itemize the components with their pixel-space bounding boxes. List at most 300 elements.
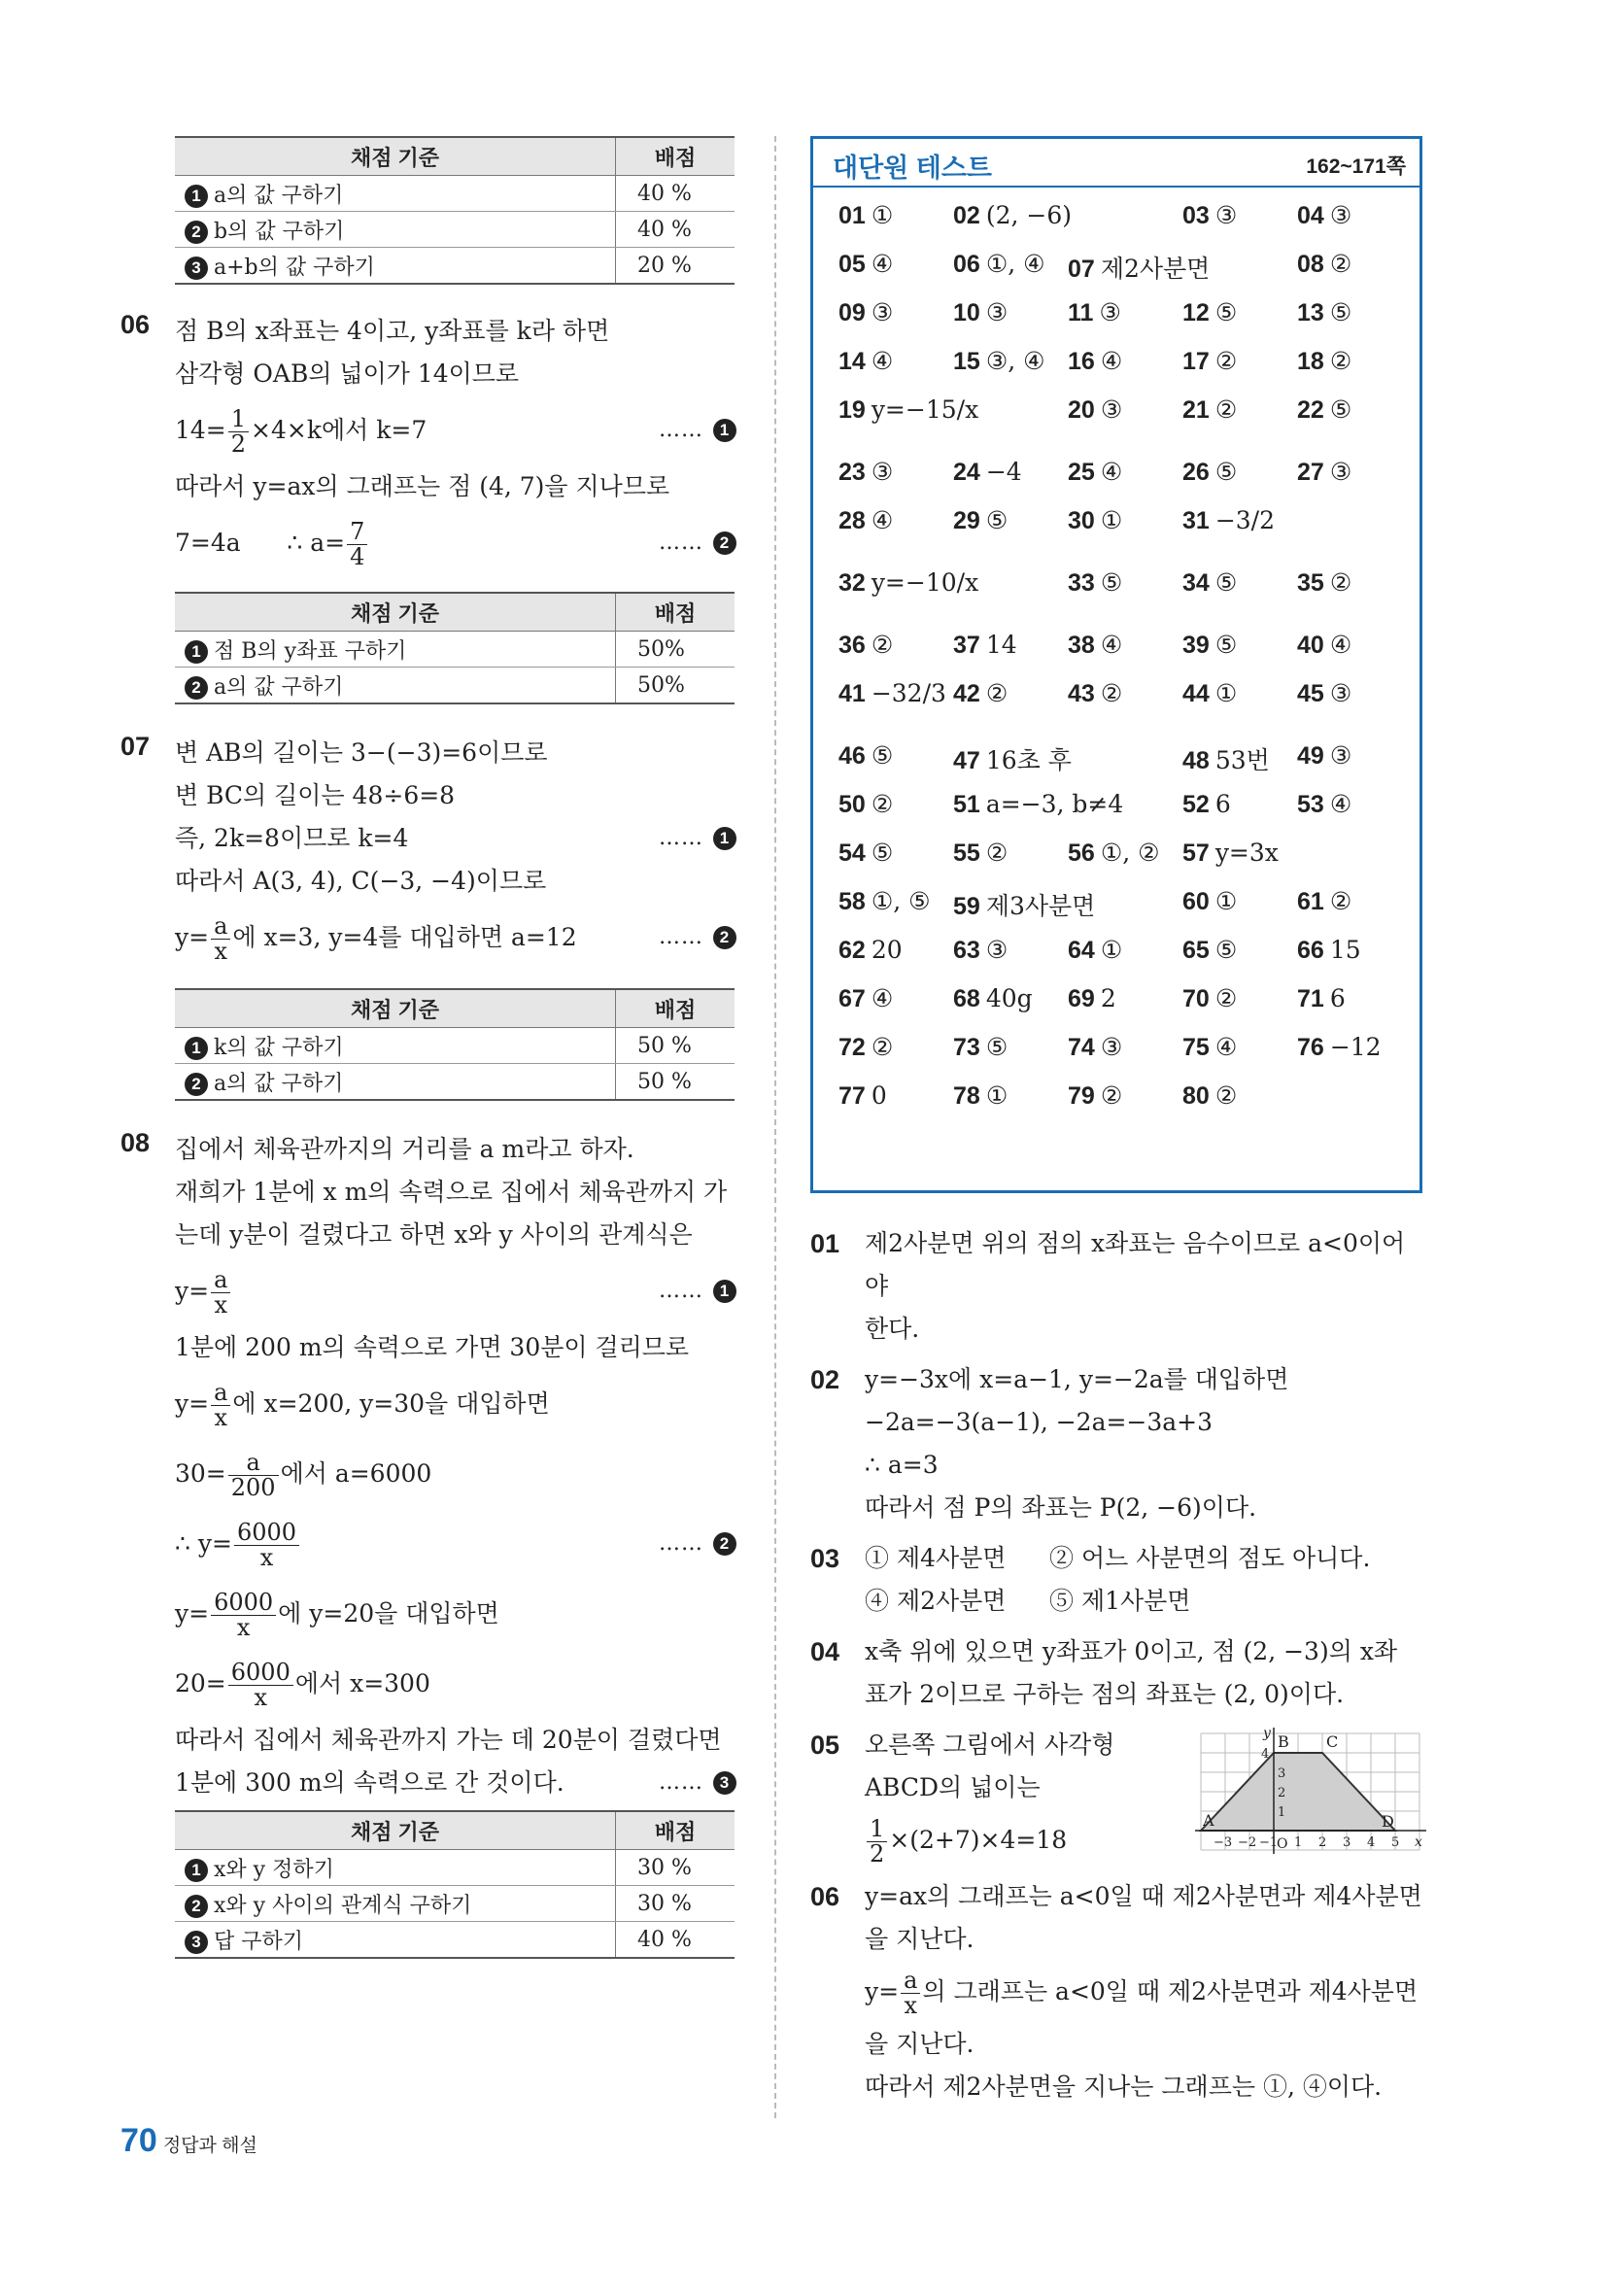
answer-item: 76 −12 [1297, 1033, 1382, 1061]
scoring-table-07 [175, 988, 735, 1101]
table-header-criterion: 채점 기준 [175, 137, 616, 176]
step-marker [659, 1762, 742, 1804]
answer-item: 01 ① [838, 201, 894, 229]
step-marker [659, 508, 742, 578]
solution-01 [810, 1222, 1428, 1351]
solution-02 [810, 1358, 1428, 1529]
answer-item: 28 ④ [838, 506, 894, 534]
answer-item: 72 ② [838, 1033, 894, 1061]
answer-item: 23 ③ [838, 458, 894, 486]
text-line: 집에서 체육관까지의 거리를 a m라고 하자. [175, 1135, 634, 1163]
eq-part: 에 x=200, y=30을 대입하면 [232, 1389, 550, 1418]
text-line: y=ax의 그래프는 a<0일 때 제2사분면과 제4사분면 [865, 1882, 1422, 1910]
table-header-criterion: 채점 기준 [175, 593, 616, 632]
label-b: B [1278, 1732, 1289, 1751]
answer-item: 36 ② [838, 631, 894, 659]
step-number: 1 [713, 827, 736, 850]
text-line: 변 AB의 길이는 3−(−3)=6이므로 [175, 738, 548, 767]
problem-number: 08 [120, 1128, 151, 1157]
table-row [175, 176, 735, 212]
answer-row [838, 839, 1412, 887]
answer-row [838, 741, 1412, 790]
numerator: 1 [228, 407, 249, 432]
text-line: 는데 y분이 걸렸다고 하면 x와 y 사이의 관계식은 [175, 1220, 693, 1249]
denominator: x [236, 1614, 251, 1641]
answer-item: 55 ② [953, 839, 1009, 867]
answer-item: 15 ③, ④ [953, 347, 1045, 375]
problem-number: 07 [120, 732, 151, 761]
eq-part: 1분에 300 m의 속력으로 간 것이다. [175, 1768, 564, 1797]
numerator: a [901, 1969, 920, 1994]
trapezoid-graph [1195, 1724, 1428, 1860]
answer-item: 34 ⑤ [1182, 568, 1238, 597]
answer-item: 51 a=−3, b≠4 [953, 790, 1124, 818]
numerator: 6000 [234, 1521, 299, 1546]
step-marker [659, 1256, 742, 1326]
text-line: 따라서 집에서 체육관까지 가는 데 20분이 걸렸다면 [175, 1726, 722, 1754]
answer-item: 31 −3/2 [1182, 506, 1275, 534]
label-x: x [1415, 1834, 1422, 1850]
step-number: 2 [713, 926, 736, 949]
criterion-text: k의 값 구하기 [214, 1035, 344, 1060]
answer-item: 11 ③ [1068, 298, 1121, 326]
step-number: 2 [185, 1895, 208, 1918]
answer-item: 29 ⑤ [953, 506, 1009, 534]
answer-item: 40 ④ [1297, 631, 1352, 659]
step-number: 3 [713, 1771, 736, 1795]
score-cell: 40 % [616, 176, 735, 212]
step-number: 2 [713, 1532, 736, 1556]
answer-item: 37 14 [953, 631, 1017, 659]
fraction [228, 1658, 293, 1711]
choice: ⑤ 제1사분면 [1049, 1587, 1191, 1615]
criterion-text: 답 구하기 [214, 1929, 304, 1954]
text-line: −2a=−3(a−1), −2a=−3a+3 [865, 1408, 1214, 1436]
fraction [211, 1265, 230, 1319]
text-line: 재희가 1분에 x m의 속력으로 집에서 체육관까지 가 [175, 1178, 728, 1206]
problem-number: 06 [120, 310, 151, 339]
answer-row [838, 458, 1412, 506]
scoring-table-08 [175, 1810, 735, 1959]
criterion-text: a+b의 값 구하기 [214, 255, 375, 280]
eq-part: 20= [175, 1669, 226, 1697]
numerator: a [211, 1381, 230, 1406]
answer-item: 49 ③ [1297, 741, 1352, 770]
answer-item: 58 ①, ⑤ [838, 887, 931, 915]
column-divider [774, 136, 776, 2118]
dots: …… [659, 1531, 703, 1556]
equation-line [175, 1579, 742, 1649]
problem-number: 05 [810, 1731, 840, 1760]
label-a: A [1203, 1811, 1214, 1830]
denominator: x [214, 938, 227, 965]
criterion-text: x와 y 정하기 [214, 1857, 334, 1882]
numerator: 6000 [228, 1661, 293, 1686]
answer-item: 20 ③ [1068, 395, 1123, 424]
equation-line [175, 1369, 742, 1439]
step-number: 1 [713, 419, 736, 442]
text-line: 오른쪽 그림에서 사각형 [865, 1731, 1115, 1759]
denominator: 2 [230, 430, 247, 458]
eq-part: 에 x=3, y=4를 대입하면 a=12 [232, 923, 577, 951]
text-line: ∴ a=3 [865, 1451, 939, 1479]
table-header-score: 배점 [616, 593, 735, 632]
text-line [175, 1762, 742, 1804]
answer-row [838, 631, 1412, 679]
text-line: 을 지난다. [865, 1925, 974, 1953]
x-tick-label: 3 [1343, 1835, 1351, 1850]
eq-part: y= [175, 1389, 210, 1418]
answer-grid [838, 201, 1412, 1130]
footer [120, 2122, 257, 2160]
solution-05 [810, 1724, 1428, 1869]
eq-part: 에 y=20을 대입하면 [278, 1599, 499, 1628]
eq-part: y= [175, 1599, 210, 1628]
answer-item: 71 6 [1297, 984, 1346, 1012]
answer-item: 44 ① [1182, 679, 1238, 707]
text-line: 을 지난다. [865, 2030, 974, 2058]
criterion-text: a의 값 구하기 [214, 183, 344, 208]
x-tick-label: 5 [1391, 1835, 1400, 1850]
answer-item: 08 ② [1297, 250, 1352, 278]
problem-number: 03 [810, 1544, 840, 1573]
table-header-criterion: 채점 기준 [175, 1811, 616, 1850]
denominator: x [254, 1684, 268, 1711]
answer-row [838, 679, 1412, 741]
dots: …… [659, 925, 703, 949]
step-number: 1 [185, 185, 208, 208]
answer-box-pages: 162~171쪽 [1306, 155, 1406, 178]
fraction [228, 1448, 279, 1501]
answer-item: 62 20 [838, 936, 903, 964]
step-number: 1 [185, 1859, 208, 1882]
eq-part: 의 그래프는 a<0일 때 제2사분면과 제4사분면 [922, 1977, 1419, 2005]
fraction [234, 1518, 299, 1571]
criterion-text: 점 B의 y좌표 구하기 [214, 638, 407, 664]
answer-item: 80 ② [1182, 1081, 1238, 1110]
answer-item: 75 ④ [1182, 1033, 1238, 1061]
answer-item: 70 ② [1182, 984, 1238, 1012]
x-tick-label: 4 [1367, 1835, 1376, 1850]
numerator: a [211, 1268, 230, 1293]
answer-item: 35 ② [1297, 568, 1352, 597]
fraction [901, 1966, 920, 2019]
left-column [120, 136, 742, 1959]
answer-item: 45 ③ [1297, 679, 1352, 707]
y-tick-label: 3 [1278, 1766, 1286, 1781]
table-row [175, 1028, 735, 1064]
text-line: 따라서 제2사분면을 지나는 그래프는 ①, ④이다. [865, 2073, 1383, 2101]
numerator: 7 [347, 520, 367, 545]
answer-item: 41 −32/3 [838, 679, 946, 707]
problem-number: 01 [810, 1229, 840, 1258]
answer-row [838, 201, 1412, 250]
step-number: 1 [185, 640, 208, 664]
fraction [211, 1378, 230, 1431]
y-tick-label: 1 [1278, 1805, 1286, 1820]
numerator: 6000 [211, 1591, 276, 1616]
equation-line [865, 1961, 1428, 2023]
answer-item: 59 제3사분면 [953, 892, 1096, 920]
denominator: x [214, 1404, 227, 1431]
answer-box [810, 136, 1422, 1193]
score-cell: 50% [616, 632, 735, 668]
numerator: a [228, 1451, 279, 1476]
text-line: 한다. [865, 1315, 920, 1343]
score-cell: 20 % [616, 248, 735, 285]
equation-line [175, 1256, 742, 1326]
table-row [175, 248, 735, 285]
criterion-text: b의 값 구하기 [214, 219, 345, 244]
answer-item: 78 ① [953, 1081, 1009, 1110]
text-line [865, 1537, 1428, 1580]
denominator: 200 [230, 1474, 276, 1501]
answer-item: 38 ④ [1068, 631, 1123, 659]
text-line: 점 B의 x좌표는 4이고, y좌표를 k라 하면 [175, 317, 610, 345]
denominator: x [904, 1992, 917, 2019]
x-tick-label: 1 [1294, 1835, 1303, 1850]
denominator: x [214, 1291, 227, 1319]
step-number: 3 [185, 257, 208, 280]
text-line: 따라서 y=ax의 그래프는 점 (4, 7)을 지나므로 [175, 472, 670, 500]
fraction [211, 911, 230, 965]
answer-row [838, 887, 1412, 936]
answer-item: 53 ④ [1297, 790, 1352, 818]
answer-row [838, 1033, 1412, 1081]
answer-item: 07 제2사분면 [1068, 255, 1211, 283]
score-cell: 40 % [616, 1922, 735, 1959]
answer-item: 30 ① [1068, 506, 1123, 534]
equation-line [175, 903, 742, 973]
eq-part: y= [175, 1277, 210, 1305]
answer-row [838, 568, 1412, 631]
answer-item: 69 2 [1068, 984, 1116, 1012]
x-tick-label: −2 [1238, 1835, 1257, 1850]
scoring-table-06 [175, 592, 735, 704]
problem-07 [120, 732, 742, 1101]
x-tick-label: 2 [1318, 1835, 1327, 1850]
answer-item: 04 ③ [1297, 201, 1352, 229]
answer-row [838, 1081, 1412, 1130]
text-line: x축 위에 있으면 y좌표가 0이고, 점 (2, −3)의 x좌 [865, 1637, 1398, 1665]
dots: …… [659, 531, 703, 555]
label-c: C [1326, 1732, 1339, 1751]
answer-item: 26 ⑤ [1182, 458, 1238, 486]
footer-label: 정답과 해설 [162, 2136, 257, 2156]
answer-item: 46 ⑤ [838, 741, 894, 770]
choice: ② 어느 사분면의 점도 아니다. [1049, 1544, 1371, 1572]
answer-item: 57 y=3x [1182, 839, 1279, 867]
solution-04 [810, 1630, 1428, 1716]
text-line: 표가 2이므로 구하는 점의 좌표는 (2, 0)이다. [865, 1680, 1345, 1708]
solution-03 [810, 1537, 1428, 1623]
scoring-table-05 [175, 136, 735, 285]
dots: …… [659, 418, 703, 442]
table-row [175, 1922, 735, 1959]
answer-box-header [813, 139, 1419, 188]
answer-item: 19 y=−15/x [838, 395, 979, 424]
numerator: a [211, 914, 230, 940]
answer-item: 60 ① [1182, 887, 1238, 915]
equation-line [175, 395, 742, 465]
answer-item: 24 −4 [953, 458, 1022, 486]
eq-part: 에서 a=6000 [280, 1459, 432, 1488]
answer-item: 02 (2, −6) [953, 201, 1072, 229]
denominator: 2 [870, 1840, 885, 1868]
right-column [810, 136, 1428, 2108]
answer-row [838, 395, 1412, 458]
problem-number: 06 [810, 1882, 840, 1911]
problem-06 [120, 310, 742, 704]
step-number: 1 [185, 1037, 208, 1060]
eq-part: 에서 x=300 [294, 1669, 430, 1697]
answer-row [838, 984, 1412, 1033]
answer-item: 48 53번 [1182, 746, 1270, 774]
answer-box-title: 대단원 테스트 [833, 154, 992, 183]
answer-item: 42 ② [953, 679, 1009, 707]
answer-item: 43 ② [1068, 679, 1123, 707]
answer-item: 25 ④ [1068, 458, 1123, 486]
answer-item: 65 ⑤ [1182, 936, 1238, 964]
step-number: 2 [185, 1073, 208, 1096]
text-line [175, 817, 742, 860]
eq-part: 즉, 2k=8이므로 k=4 [175, 824, 409, 852]
answer-item: 18 ② [1297, 347, 1352, 375]
answer-item: 32 y=−10/x [838, 568, 979, 597]
score-cell: 30 % [616, 1850, 735, 1886]
table-row [175, 212, 735, 248]
equation-line [175, 508, 742, 578]
text-line [865, 1580, 1428, 1623]
text-line: 제2사분면 위의 점의 x좌표는 음수이므로 a<0이어야 [865, 1229, 1406, 1300]
table-row [175, 1064, 735, 1101]
step-marker [659, 1509, 742, 1579]
score-cell: 50% [616, 668, 735, 704]
label-y: y [1263, 1726, 1271, 1741]
answer-item: 13 ⑤ [1297, 298, 1352, 326]
equation-line [175, 1649, 742, 1719]
x-tick-label: −3 [1214, 1835, 1233, 1850]
eq-part: y= [175, 923, 210, 951]
answer-item: 09 ③ [838, 298, 894, 326]
answer-row [838, 790, 1412, 839]
criterion-text: a의 값 구하기 [214, 674, 344, 700]
answer-item: 61 ② [1297, 887, 1352, 915]
text-line: 변 BC의 길이는 48÷6=8 [175, 781, 456, 809]
answer-item: 12 ⑤ [1182, 298, 1238, 326]
eq-part: ∴ y= [175, 1529, 232, 1558]
table-row [175, 632, 735, 668]
answer-item: 52 6 [1182, 790, 1231, 818]
step-number: 2 [185, 221, 208, 244]
answer-item: 05 ④ [838, 250, 894, 278]
answer-item: 10 ③ [953, 298, 1009, 326]
eq-part: 30= [175, 1459, 226, 1488]
solutions [810, 1222, 1428, 2108]
answer-item: 17 ② [1182, 347, 1238, 375]
table-row [175, 1886, 735, 1922]
fraction [867, 1814, 887, 1868]
answer-item: 27 ③ [1297, 458, 1352, 486]
table-header-criterion: 채점 기준 [175, 989, 616, 1028]
y-tick-label: 4 [1261, 1747, 1270, 1762]
text-line: 1분에 200 m의 속력으로 가면 30분이 걸리므로 [175, 1333, 690, 1361]
criterion-text: a의 값 구하기 [214, 1071, 344, 1096]
answer-item: 14 ④ [838, 347, 894, 375]
text-line: y=−3x에 x=a−1, y=−2a를 대입하면 [865, 1365, 1289, 1393]
y-tick-label: 2 [1278, 1786, 1286, 1800]
text-line: 삼각형 OAB의 넓이가 14이므로 [175, 360, 520, 388]
answer-item: 06 ①, ④ [953, 250, 1045, 278]
solution-06 [810, 1875, 1428, 2108]
eq-part: y= [865, 1977, 900, 2005]
answer-item: 16 ④ [1068, 347, 1123, 375]
denominator: x [259, 1544, 274, 1571]
answer-item: 63 ③ [953, 936, 1009, 964]
equation-line [175, 1509, 742, 1579]
answer-item: 77 0 [838, 1081, 887, 1110]
choice: ④ 제2사분면 [865, 1587, 1007, 1615]
answer-row [838, 936, 1412, 984]
problem-number: 04 [810, 1637, 840, 1666]
answer-item: 74 ③ [1068, 1033, 1123, 1061]
answer-item: 56 ①, ② [1068, 839, 1160, 867]
answer-item: 22 ⑤ [1297, 395, 1352, 424]
eq-part: 14= [175, 416, 226, 444]
score-cell: 50 % [616, 1064, 735, 1101]
fraction [211, 1588, 276, 1641]
fraction [228, 404, 249, 458]
answer-item: 64 ① [1068, 936, 1123, 964]
eq-part: ×4×k에서 k=7 [251, 416, 427, 444]
answer-item: 47 16초 후 [953, 746, 1072, 774]
dots: …… [659, 1770, 703, 1795]
x-tick-label: −1 [1259, 1835, 1279, 1850]
step-marker [659, 903, 742, 973]
score-cell: 50 % [616, 1028, 735, 1064]
criterion-text: x와 y 사이의 관계식 구하기 [214, 1893, 472, 1918]
eq-part: ×(2+7)×4=18 [889, 1826, 1068, 1854]
table-header-score: 배점 [616, 989, 735, 1028]
text-line: ABCD의 넓이는 [865, 1773, 1041, 1801]
dots: …… [659, 826, 703, 850]
answer-row [838, 506, 1412, 568]
score-cell: 30 % [616, 1886, 735, 1922]
answer-item: 39 ⑤ [1182, 631, 1238, 659]
score-cell: 40 % [616, 212, 735, 248]
table-header-score: 배점 [616, 137, 735, 176]
table-row [175, 668, 735, 704]
equation-line [175, 1439, 742, 1509]
choice: ① 제4사분면 [865, 1544, 1007, 1572]
answer-row [838, 347, 1412, 395]
text-line: 따라서 A(3, 4), C(−3, −4)이므로 [175, 867, 547, 895]
step-marker [659, 395, 742, 465]
answer-item: 68 40g [953, 984, 1033, 1012]
answer-item: 73 ⑤ [953, 1033, 1009, 1061]
problem-number: 02 [810, 1365, 840, 1394]
eq-part: 7=4a ∴ a= [175, 529, 346, 557]
answer-item: 79 ② [1068, 1081, 1123, 1110]
step-number: 1 [713, 1280, 736, 1303]
denominator: 4 [350, 543, 365, 570]
answer-item: 67 ④ [838, 984, 894, 1012]
step-number: 2 [713, 531, 736, 555]
answer-item: 03 ③ [1182, 201, 1238, 229]
answer-item: 50 ② [838, 790, 894, 818]
dots: …… [659, 1279, 703, 1303]
answer-item: 21 ② [1182, 395, 1238, 424]
